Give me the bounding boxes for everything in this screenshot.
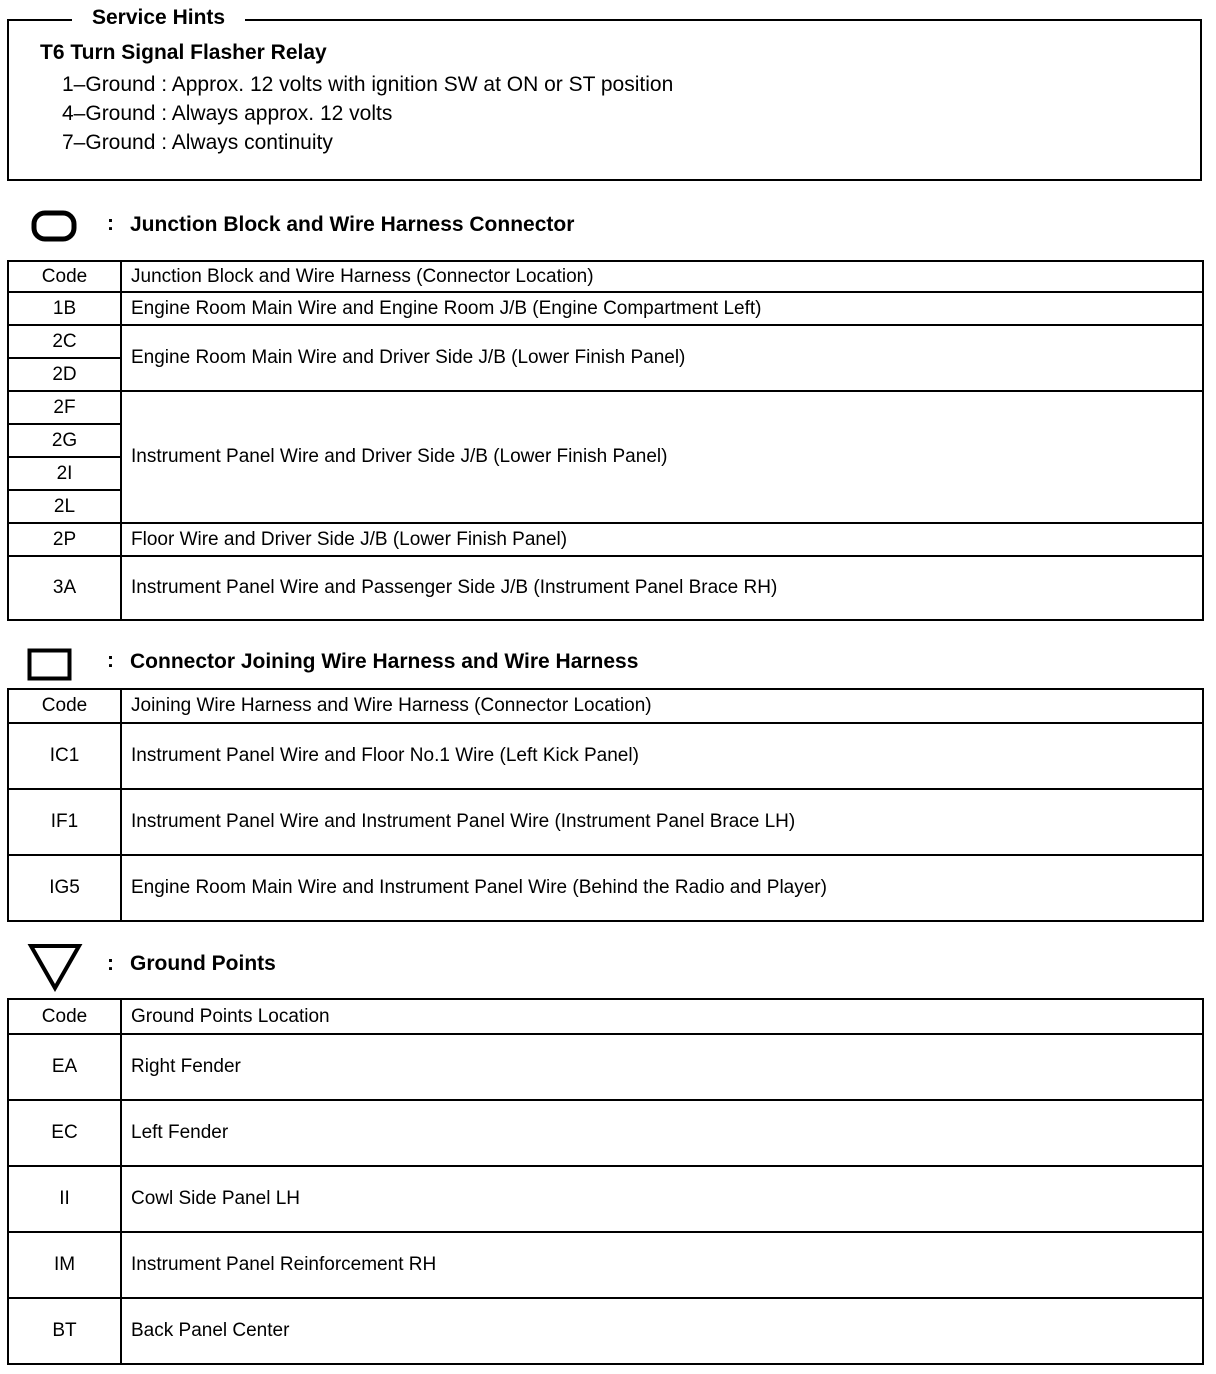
location-cell: Left Fender (121, 1100, 1203, 1166)
code-cell: EA (8, 1034, 121, 1100)
code-cell: IG5 (8, 855, 121, 921)
hint-line: 1–Ground : Approx. 12 volts with ignition SW at ON or ST position (62, 73, 674, 96)
location-cell: Back Panel Center (121, 1298, 1203, 1364)
code-cell: 3A (8, 556, 121, 620)
table-row (8, 1034, 1203, 1100)
table-row (8, 292, 1203, 325)
junction-section-heading (0, 204, 1216, 252)
code-cell: 2P (8, 523, 121, 556)
location-cell: Floor Wire and Driver Side J/B (Lower Finish Panel) (121, 523, 1203, 556)
code-header: Code (8, 261, 121, 292)
section-title: Ground Points (130, 952, 276, 975)
triangle-down-icon (27, 942, 83, 992)
code-cell: IC1 (8, 723, 121, 789)
table-row (8, 391, 1203, 424)
hint-line: 7–Ground : Always continuity (62, 131, 333, 154)
ground-table (7, 998, 1204, 1365)
section-colon: : (107, 649, 114, 672)
code-cell: IM (8, 1232, 121, 1298)
code-cell: 2D (8, 358, 121, 391)
relay-title: T6 Turn Signal Flasher Relay (40, 41, 327, 64)
square-connector-icon (27, 648, 73, 682)
location-cell: Instrument Panel Wire and Driver Side J/B (Lower Finish Panel) (121, 391, 1203, 523)
location-cell: Instrument Panel Wire and Floor No.1 Wire (Left Kick Panel) (121, 723, 1203, 789)
table-row (8, 1232, 1203, 1298)
code-cell: IF1 (8, 789, 121, 855)
service-hints-title: Service Hints (72, 6, 245, 30)
table-row (8, 789, 1203, 855)
location-cell: Right Fender (121, 1034, 1203, 1100)
code-cell: EC (8, 1100, 121, 1166)
location-header: Joining Wire Harness and Wire Harness (Connector Location) (121, 689, 1203, 723)
location-header: Ground Points Location (121, 999, 1203, 1034)
junction-table (7, 260, 1204, 621)
code-cell: 2C (8, 325, 121, 358)
joining-table (7, 688, 1204, 922)
table-row (8, 723, 1203, 789)
section-title: Connector Joining Wire Harness and Wire Harness (130, 650, 639, 673)
location-cell: Engine Room Main Wire and Engine Room J/B (Engine Compartment Left) (121, 292, 1203, 325)
table-row (8, 1166, 1203, 1232)
location-cell: Instrument Panel Wire and Passenger Side J/B (Instrument Panel Brace RH) (121, 556, 1203, 620)
location-cell: Cowl Side Panel LH (121, 1166, 1203, 1232)
code-header: Code (8, 999, 121, 1034)
table-row (8, 1298, 1203, 1364)
code-cell: BT (8, 1298, 121, 1364)
code-cell: 2I (8, 457, 121, 490)
rounded-rectangle-icon (31, 210, 77, 242)
location-cell: Instrument Panel Wire and Instrument Panel Wire (Instrument Panel Brace LH) (121, 789, 1203, 855)
table-row (8, 325, 1203, 358)
location-header: Junction Block and Wire Harness (Connector Location) (121, 261, 1203, 292)
table-row (8, 1100, 1203, 1166)
ground-section-heading (0, 940, 1216, 988)
location-cell: Engine Room Main Wire and Driver Side J/B (Lower Finish Panel) (121, 325, 1203, 391)
code-cell: II (8, 1166, 121, 1232)
section-colon: : (107, 952, 114, 975)
location-cell: Engine Room Main Wire and Instrument Panel Wire (Behind the Radio and Player) (121, 855, 1203, 921)
code-cell: 1B (8, 292, 121, 325)
section-title: Junction Block and Wire Harness Connector (130, 213, 575, 236)
code-cell: 2L (8, 490, 121, 523)
code-cell: 2G (8, 424, 121, 457)
location-cell: Instrument Panel Reinforcement RH (121, 1232, 1203, 1298)
table-row (8, 855, 1203, 921)
table-row (8, 523, 1203, 556)
code-header: Code (8, 689, 121, 723)
section-colon: : (107, 212, 114, 235)
hint-line: 4–Ground : Always approx. 12 volts (62, 102, 393, 125)
table-row (8, 556, 1203, 620)
code-cell: 2F (8, 391, 121, 424)
joining-section-heading (0, 641, 1216, 689)
